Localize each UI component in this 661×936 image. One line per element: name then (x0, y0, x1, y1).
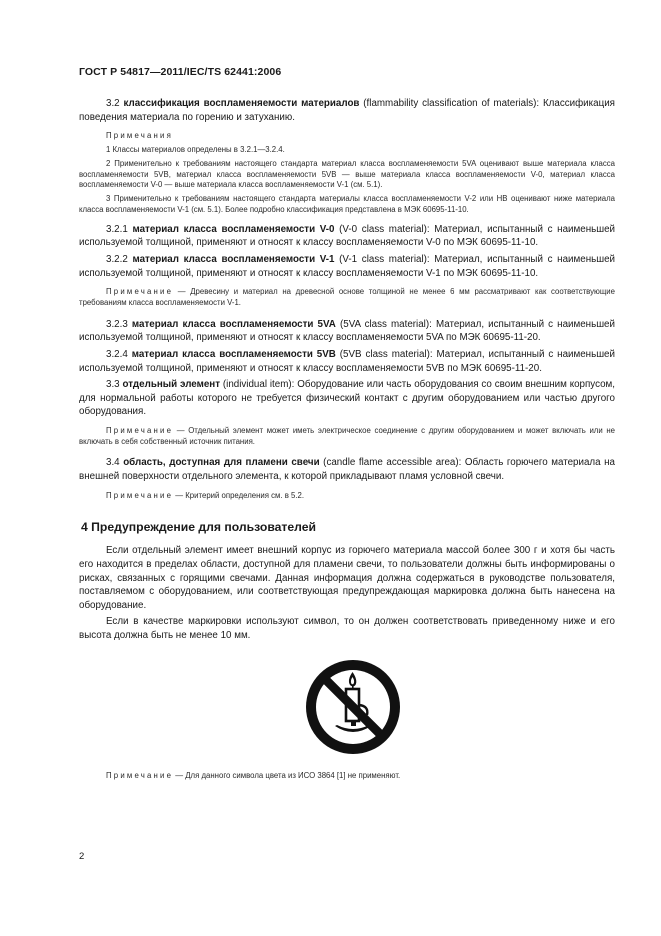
definition: (flammability classification of materials): Классификация поведения материала по горению и затуханию. (79, 98, 615, 123)
section-4-paragraph-1: Если отдельный элемент имеет внешний корпус из горючего материала массой более 300 г и хотя бы часть его находится в пределах области, доступной для пламени свечи, то пользователи должны быть информированы о рисках, связанных с горящими свечами. Данная информация должна содержаться в руководстве пользователя, поставляемом с оборудованием, или соответствующая предупреждающая маркировка должна быть нанесена на оборудование. (79, 545, 615, 611)
page-number: 2 (79, 851, 85, 862)
clause-number: 3.2.3 (106, 318, 128, 330)
clause-3-2-1 (79, 223, 615, 250)
note-label: Примечание (106, 770, 174, 780)
clause-number: 3.2 (106, 98, 120, 109)
running-header: ГОСТ Р 54817—2011/IEC/TS 62441:2006 (79, 66, 282, 78)
clause-3-2-3 (79, 318, 615, 345)
clause-3-2-4 (79, 348, 615, 375)
definition: (candle flame accessible area): Область горючего материала на внешней поверхности отдельного элемента, к которой прикладывают пламя условной свечи. (79, 457, 615, 483)
clause-number: 3.2.1 (106, 223, 128, 235)
clause-number: 3.2.2 (106, 253, 128, 265)
no-candle-symbol (91, 659, 615, 755)
note-label: Примечание (106, 490, 174, 500)
note-3-3 (79, 426, 615, 448)
note-1: 1 Классы материалов определены в 3.2.1—3.2.4. (106, 144, 285, 154)
note-3-4 (79, 491, 615, 502)
note-label: Примечание (106, 287, 174, 297)
page-content (79, 97, 615, 781)
section-heading: 4 Предупреждение для пользователей (81, 520, 317, 535)
note-text: — Древесину и материал на древесной основе толщиной не менее 6 мм рассматривают как соответствующие требованиям класса воспламеняемости V-1. (79, 287, 615, 307)
notes-label: Примечания (106, 131, 174, 141)
section-4-paragraph-2: Если в качестве маркировки используют символ, то он должен соответствовать приведенному ниже и его высота должна быть не менее 10 мм. (79, 616, 615, 642)
no-candle-icon (305, 659, 401, 755)
clause-3-2-2 (79, 253, 615, 280)
definition: (V-1 class material): Материал, испытанный с наименьшей используемой толщиной, применяют и относят к классу воспламеняемости V-1 по МЭК 60695-11-10. (79, 253, 615, 279)
definition: (individual item): Оборудование или часть оборудования со своим внешним корпусом, для нормальной работы которого не требуется физический контакт с другим оборудованием или частью другого оборудования. (79, 379, 615, 418)
term: классификация воспламеняемости материалов (123, 98, 360, 109)
clause-number: 3.4 (106, 457, 120, 469)
note-2: 2 Применительно к требованиям настоящего стандарта материал класса воспламеняемости 5VA оценивают выше материала класса воспламеняемости 5VB, материал класса воспламеняемости 5VB — выше материала класса воспламеняемости V-0, материал класса воспламеняемости V-0 — выше материала класса воспламеняемости V-1 (см. 5.1). (79, 158, 615, 190)
note-text: — Критерий определения см. в 5.2. (173, 490, 305, 500)
term: материал класса воспламеняемости V-0 (132, 223, 335, 235)
term: область, доступная для пламени свечи (123, 457, 320, 469)
definition: (5VA class material): Материал, испытанный с наименьшей используемой толщиной, применяют и относят к классу воспламеняемости 5VA по МЭК 60695-11-20. (79, 318, 615, 344)
definition: (V-0 class material): Материал, испытанный с наименьшей используемой толщиной, применяют и относят к классу воспламеняемости V-0 по МЭК 60695-11-10. (79, 223, 615, 249)
note-text: — Отдельный элемент может иметь электрическое соединение с другим оборудованием и может включать или не включать в себя собственный источник питания. (79, 425, 615, 446)
term: материал класса воспламеняемости 5VA (131, 318, 336, 330)
note-label: Примечание (106, 425, 174, 435)
term: материал класса воспламеняемости 5VB (131, 348, 336, 360)
note-3: 3 Применительно к требованиям настоящего стандарта материалы класса воспламеняемости V-2 или HB оценивают ниже материала класса воспламеняемости V-1 (см. 5.1). Более подробно классификация представлена в МЭК 60695-11-10. (79, 194, 615, 214)
clause-number: 3.2.4 (106, 348, 128, 360)
term: материал класса воспламеняемости V-1 (132, 253, 335, 265)
note-3-2-2 (79, 287, 615, 309)
symbol-note (79, 771, 615, 782)
note-text: — Для данного символа цвета из ИСО 3864 [1] не применяют. (173, 770, 401, 780)
clause-3-2 (79, 97, 615, 124)
definition: (5VB class material): Материал, испытанный с наименьшей используемой толщиной, применяют и относят к классу воспламеняемости 5VB по МЭК 60695-11-20. (79, 348, 615, 374)
clause-3-4 (79, 456, 615, 483)
clause-number: 3.3 (106, 379, 120, 391)
clause-3-3 (79, 378, 615, 419)
term: отдельный элемент (122, 379, 221, 391)
